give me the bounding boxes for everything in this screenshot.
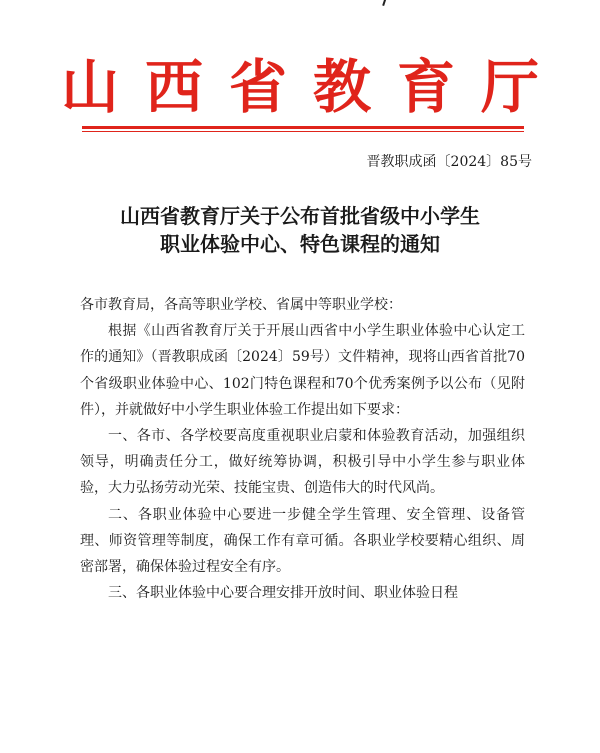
document-title-line-2: 职业体验中心、特色课程的通知 xyxy=(160,232,440,256)
salutation: 各市教育局，各高等职业学校、省属中等职业学校： xyxy=(80,297,402,313)
red-rule-thick xyxy=(82,126,524,129)
document-title-line-1: 山西省教育厅关于公布首批省级中小学生 xyxy=(120,204,480,228)
masthead: 山西省教育厅 xyxy=(60,53,565,121)
document-body xyxy=(80,292,525,606)
paragraph-3: 二、各职业体验中心要进一步健全学生管理、安全管理、设备管理、师资管理等制度，确保工作有章可循。各职业学校要精心组织、周密部署，确保体验过程安全有序。 xyxy=(80,506,525,576)
scan-mark xyxy=(382,0,388,6)
document-number: 晋教职成函〔2024〕85号 xyxy=(366,154,532,170)
document-title xyxy=(0,202,600,258)
paragraph-2: 一、各市、各学校要高度重视职业启蒙和体验教育活动，加强组织领导，明确责任分工，做好统筹协调，积极引导中小学生参与职业体验，大力弘扬劳动光荣、技能宝贵、创造伟大的时代风尚。 xyxy=(80,428,525,497)
paragraph-1: 根据《山西省教育厅关于开展山西省中小学生职业体验中心认定工作的通知》（晋教职成函〔2024〕59号）文件精神，现将山西省首批70个省级职业体验中心、102门特色课程和70个优秀案例予以公布（见附件），并就做好中小学生职业体验工作提出如下要求： xyxy=(80,323,525,418)
red-rule-thin xyxy=(82,131,524,132)
paragraph-4: 三、各职业体验中心要合理安排开放时间、职业体验日程 xyxy=(108,585,458,602)
